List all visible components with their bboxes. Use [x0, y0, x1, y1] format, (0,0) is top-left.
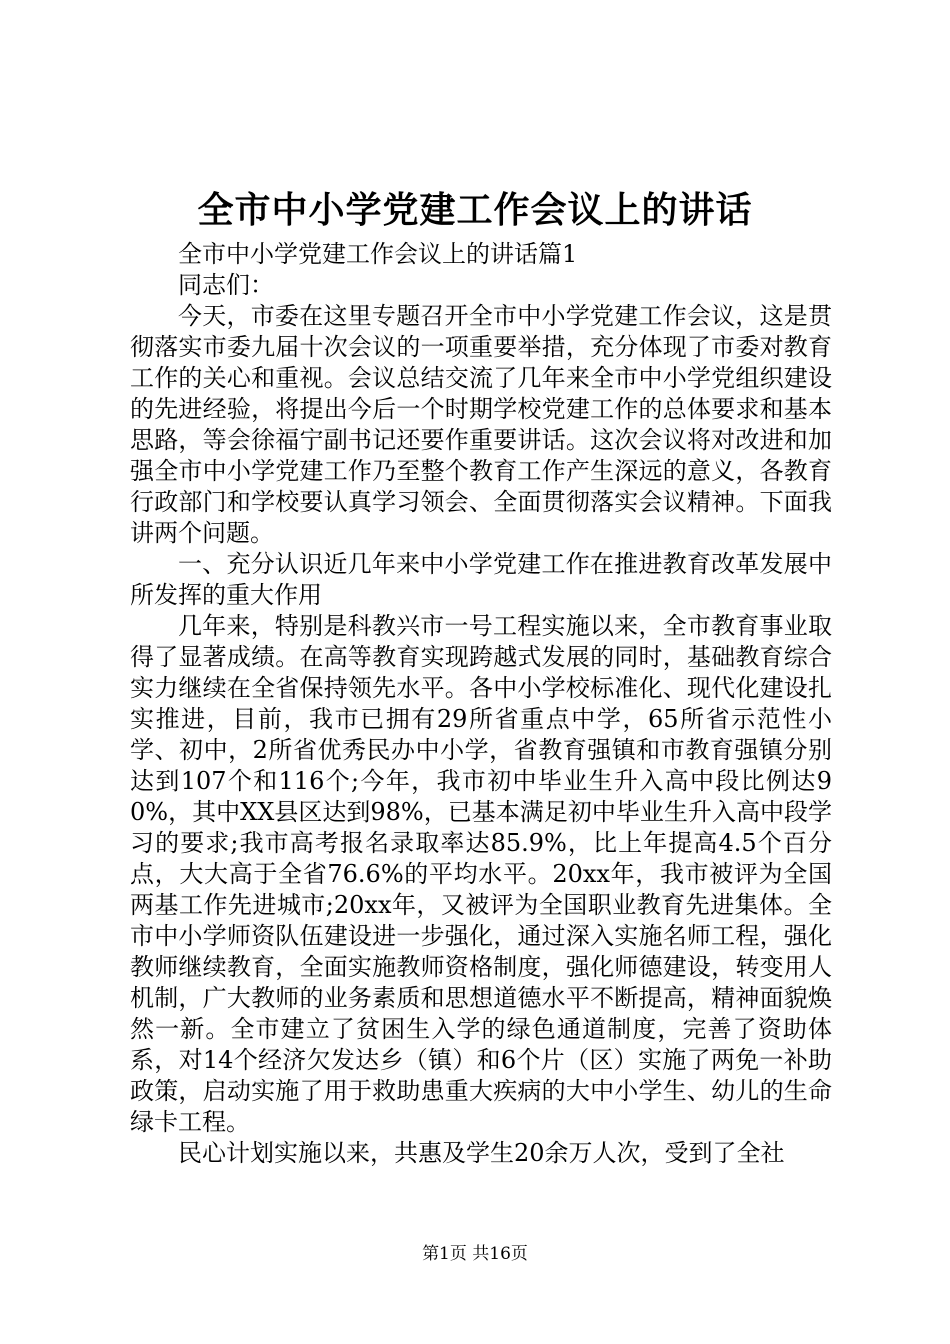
document-title: 全市中小学党建工作会议上的讲话 — [197, 189, 753, 231]
body-paragraph: 今天，市委在这里专题召开全市中小学党建工作会议，这是贯彻落实市委九届十次会议的一项重要举措，充分体现了市委对教育工作的关心和重视。会议总结交流了几年来全市中小学党组织建设的先进经验，将提出今后一个时期学校党建工作的总体要求和基本思路，等会徐福宁副书记还要作重要讲话。这次会议将对改进和加强全市中小学党建工作乃至整个教育工作产生深远的意义，各教育行政部门和学校要认真学习领会、全面贯彻落实会议精神。下面我讲两个问题。 — [130, 302, 832, 547]
salutation: 同志们： — [178, 271, 274, 299]
body-paragraph: 几年来，特别是科教兴市一号工程实施以来，全市教育事业取得了显著成绩。在高等教育实现跨越式发展的同时，基础教育综合实力继续在全省保持领先水平。各中小学校标准化、现代化建设扎实推进，目前，我市已拥有29所省重点中学，65所省示范性小学、初中，2所省优秀民办中小学，省教育强镇和市教育强镇分别达到107个和116个;今年，我市初中毕业生升入高中段比例达90%，其中XX县区达到98%，已基本满足初中毕业生升入高中段学习的要求;我市高考报名录取率达85.9%，比上年提高4.5个百分点，大大高于全省76.6%的平均水平。20xx年，我市被评为全国两基工作先进城市;20xx年，又被评为全国职业教育先进集体。全市中小学师资队伍建设进一步强化，通过深入实施名师工程，强化教师继续教育，全面实施教师资格制度，强化师德建设，转变用人机制，广大教师的业务素质和思想道德水平不断提高，精神面貌焕然一新。全市建立了贫困生入学的绿色通道制度，完善了资助体系，对14个经济欠发达乡（镇）和6个片（区）实施了两免一补助政策，启动实施了用于救助患重大疾病的大中小学生、幼儿的生命绿卡工程。 — [130, 612, 832, 1136]
section-heading: 全市中小学党建工作会议上的讲话篇1 — [178, 240, 578, 268]
document-body — [130, 239, 832, 1169]
body-paragraph: 一、充分认识近几年来中小学党建工作在推进教育改革发展中所发挥的重大作用 — [130, 550, 832, 609]
page-number-footer: 第1页 共16页 — [422, 1244, 528, 1264]
body-paragraph: 民心计划实施以来，共惠及学生20余万人次，受到了全社 — [178, 1139, 785, 1167]
